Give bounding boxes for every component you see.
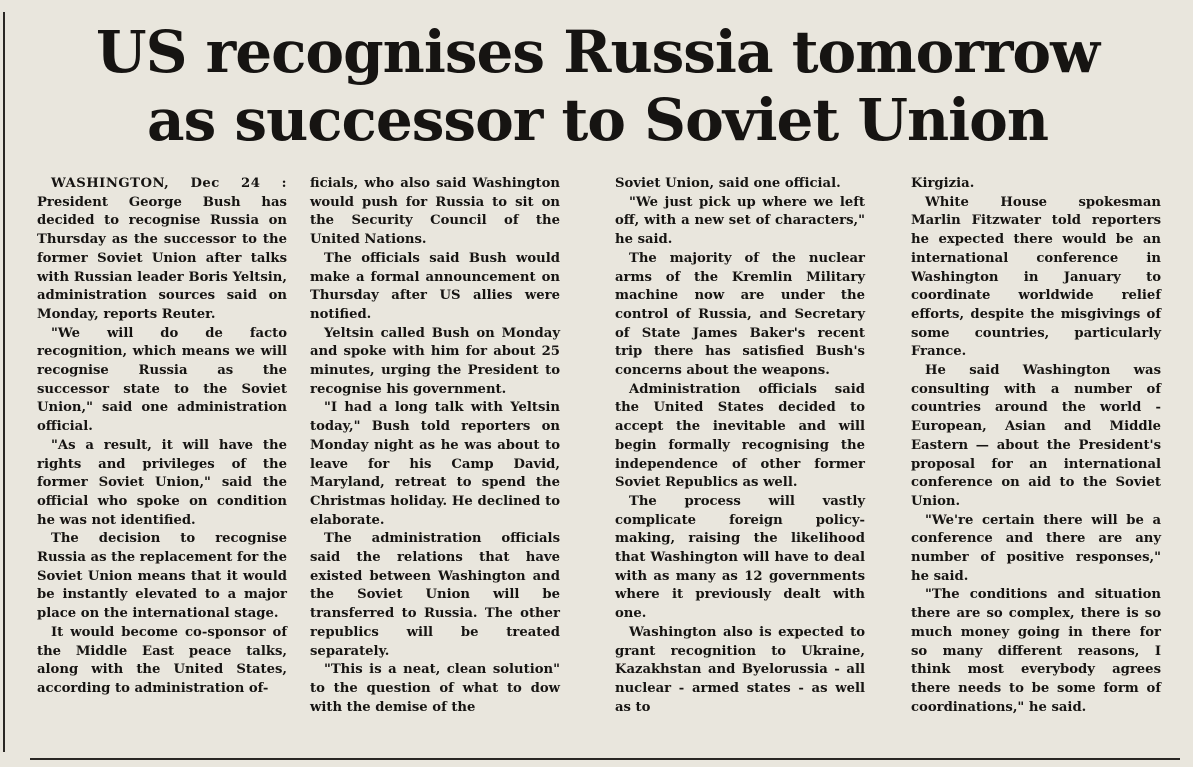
dateline: WASHINGTON, Dec 24 :: [51, 176, 287, 191]
headline-line-1: US recognises Russia tomorrow: [95, 18, 1100, 86]
paragraph: Administration officials said the United States decided to accept the inevitable and will begin formally recognising the independence of other former Soviet Republics as well.: [615, 381, 865, 491]
paragraph: Yeltsin called Bush on Monday and spoke with him for about 25 minutes, urging the President to recognise his government.: [310, 325, 560, 397]
left-column-rule: [3, 12, 5, 752]
paragraph: The process will vastly complicate foreign policy-making, raising the likelihood that Washington will have to deal with as many as 12 governments where it previously dealt with one.: [615, 493, 865, 622]
paragraph: He said Washington was consulting with a number of countries around the world - European, Asian and Middle Eastern — about the President's proposal for an international conference on aid to the Soviet Union.: [911, 363, 1161, 509]
paragraph: Washington also is expected to grant recognition to Ukraine, Kazakhstan and Byelorussia - all nuclear - armed states - as well as to: [615, 624, 865, 715]
headline-line-2: as successor to Soviet Union: [146, 86, 1049, 154]
paragraph: President George Bush has decided to recognise Russia on Thursday as the successor to the former Soviet Union after talks with Russian leader Boris Yeltsin, administration sources said on Monday, reports Reuter.: [37, 194, 287, 322]
dateline-paragraph: [37, 175, 287, 325]
paragraph: "I had a long talk with Yeltsin today," Bush told reporters on Monday night as he was about to leave for his Camp David, Maryland, retreat to spend the Christmas holiday. He declined to elaborate.: [310, 400, 560, 528]
article-body: [37, 175, 1185, 760]
paragraph: It would become co-sponsor of the Middle East peace talks, along with the United States, according to administration of-: [37, 624, 287, 696]
article-column-4: [911, 175, 1161, 717]
article-column-2: [310, 175, 560, 717]
paragraph: The decision to recognise Russia as the replacement for the Soviet Union means that it would be instantly elevated to a major place on the international stage.: [37, 531, 287, 622]
bottom-rule: [30, 758, 1180, 760]
paragraph: The officials said Bush would make a formal announcement on Thursday after US allies were notified.: [310, 250, 560, 322]
paragraph: Kirgizia.: [911, 176, 975, 191]
paragraph: Soviet Union, said one official.: [615, 176, 841, 191]
paragraph: ficials, who also said Washington would push for Russia to sit on the Security Council of the United Nations.: [310, 176, 560, 248]
article-column-1: [37, 175, 287, 699]
paragraph: "We just pick up where we left off, with a new set of characters," he said.: [615, 194, 865, 248]
paragraph: "We're certain there will be a conference and there are any number of positive responses," he said.: [911, 512, 1161, 584]
paragraph: "As a result, it will have the rights and privileges of the former Soviet Union," said the official who spoke on condition he was not identified.: [37, 437, 287, 528]
paragraph: "The conditions and situation there are so complex, there is so much money going in there for so many different reasons, I think most everybody agrees there needs to be some form of coordinations," he said.: [911, 587, 1161, 715]
paragraph: The administration officials said the relations that have existed between Washington and the Soviet Union will be transferred to Russia. The other republics will be treated separately.: [310, 531, 560, 659]
paragraph: "We will do de facto recognition, which means we will recognise Russia as the successor state to the Soviet Union," said one administration official.: [37, 325, 287, 435]
article-column-3: [615, 175, 865, 717]
paragraph: The majority of the nuclear arms of the Kremlin Military machine now are under the control of Russia, and Secretary of State James Baker's recent trip there has satisfied Bush's concerns about the weapons.: [615, 250, 865, 379]
paragraph: White House spokesman Marlin Fitzwater told reporters he expected there would be an international conference in Washington in January to coordinate worldwide relief efforts, despite the misgivings of some countries, particularly France.: [911, 194, 1161, 360]
headline: [10, 18, 1185, 154]
paragraph: "This is a neat, clean solution" to the question of what to dow with the demise of the: [310, 662, 560, 715]
